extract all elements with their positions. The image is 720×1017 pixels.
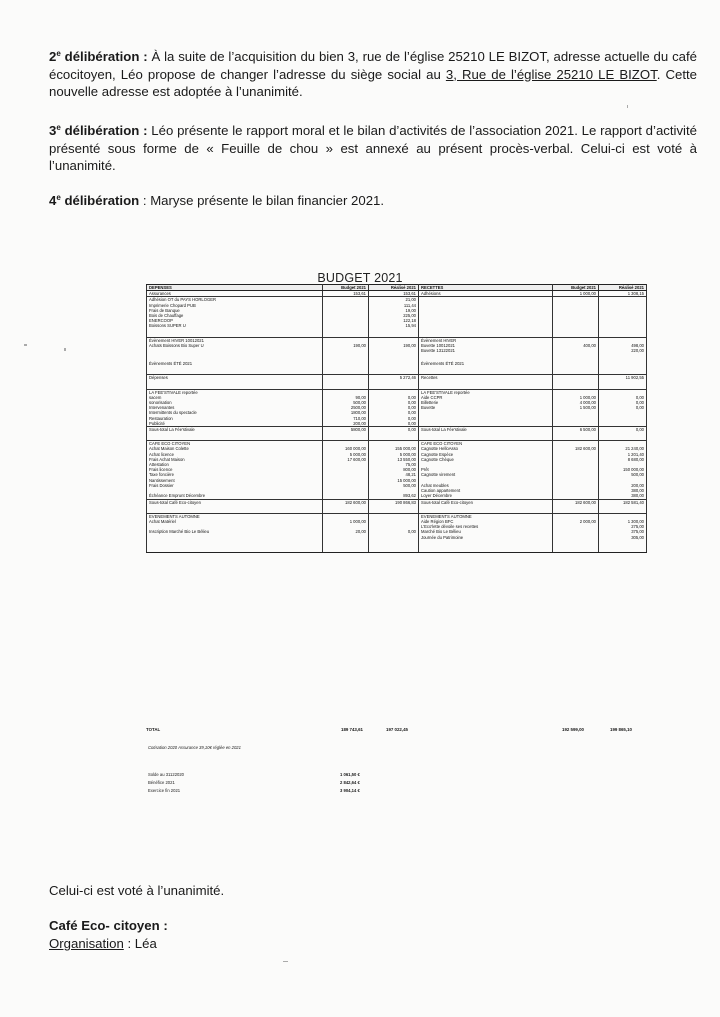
cell-dep-label (147, 366, 323, 375)
cell-dep-realise: 225,00 (369, 313, 419, 318)
cell-rec-budget: 400,00 (553, 343, 599, 348)
cell-rec-label: Sous-total Café Eco-citoyen (419, 499, 553, 505)
cell-rec-label: Loyer Décembre (419, 493, 553, 499)
cell-rec-realise: 0,00 (599, 395, 647, 400)
solde-value-1: 2 842,64 € (340, 780, 360, 785)
cell-dep-budget: 1800,00 (323, 410, 369, 415)
cell-rec-budget: 6 500,00 (553, 427, 599, 433)
cell-dep-budget (323, 432, 369, 441)
budget-title: BUDGET 2021 (317, 271, 403, 285)
cell-dep-label (147, 505, 323, 514)
cell-rec-label: Évènement HIVER (419, 337, 553, 343)
cell-rec-budget: 182 600,00 (553, 446, 599, 451)
cell-rec-label: Aide CCPR (419, 395, 553, 400)
cell-dep-label (147, 432, 323, 441)
budget-row (147, 366, 647, 375)
cell-rec-label: Cagnotte virement (419, 472, 553, 477)
deliberation-2: 2e délibération : À la suite de l’acquisition du bien 3, rue de l’église 25210 LE BIZOT, adresse actuelle du café écocitoyen, Léo propose de changer l’adresse du siège social au 3, Rue de l’église 25210 LE BIZOT. Cette nouvelle adresse est adoptée à l’unanimité. (49, 49, 697, 99)
cell-rec-label: Billetterie (419, 400, 553, 405)
cell-dep-label: EVENEMENTS AUTOMNE (147, 513, 323, 519)
cell-dep-label: Frais de Banque (147, 308, 323, 313)
cell-dep-realise: 500,00 (369, 483, 419, 488)
cell-dep-realise (369, 329, 419, 338)
cell-dep-label: Bois de Chauffage (147, 313, 323, 318)
cell-dep-label: Assurances (147, 291, 323, 297)
cell-dep-budget (323, 381, 369, 390)
cell-dep-budget: 190,00 (323, 343, 369, 348)
cell-dep-label: sonorisation (147, 400, 323, 405)
budget-row (147, 505, 647, 514)
cell-rec-realise: 380,00 (599, 488, 647, 493)
budget-row (147, 540, 647, 553)
cell-dep-label: Échéance Emprunt Décembre (147, 493, 323, 499)
cell-dep-realise: 153,61 (369, 291, 419, 297)
cell-rec-budget (553, 353, 599, 361)
cell-dep-label: Inscription Marché Bio Le Bélieu (147, 529, 323, 534)
cell-dep-label: Sous-total Café Eco-citoyen (147, 499, 323, 505)
total-rec-budget: 192 599,00 (562, 727, 584, 732)
cell-dep-realise (369, 381, 419, 390)
cafe-title (49, 917, 697, 935)
cell-dep-realise: 0,00 (369, 410, 419, 415)
cell-dep-label: Adhésion OT du PAYS HORLOGER (147, 297, 323, 303)
cell-rec-label: Marché Bio Le Bélieu (419, 529, 553, 534)
cell-rec-label: Aide Région BFC (419, 519, 553, 524)
cell-rec-budget (553, 432, 599, 441)
cell-dep-label: Achat licence (147, 452, 323, 457)
cell-rec-budget (553, 540, 599, 553)
cell-rec-label (419, 540, 553, 553)
cell-rec-label: Buvette 13122021 (419, 348, 553, 353)
cell-rec-realise: 375,00 (599, 529, 647, 534)
scan-speck (64, 348, 66, 351)
cell-rec-label: Évènements ÉTÉ 2021 (419, 361, 553, 366)
cell-dep-budget: 5800,00 (323, 427, 369, 433)
total-dep-realise: 197 022,45 (386, 727, 408, 732)
cell-dep-budget: 5 000,00 (323, 452, 369, 457)
solde-label-0: Solde au 31122020 (148, 772, 185, 777)
deliberation-2-title: 2e délibération : (49, 49, 148, 64)
cell-dep-label: Achats Boissons Bio Super U (147, 343, 323, 348)
cell-rec-realise: 500,00 (599, 472, 647, 477)
cell-dep-label: sacem (147, 395, 323, 400)
cell-rec-budget (553, 381, 599, 390)
cell-dep-realise: 893,62 (369, 493, 419, 499)
cell-rec-realise (599, 381, 647, 390)
cell-rec-label: Sous-total La Fée'stivale (419, 427, 553, 433)
cell-rec-budget: 2 000,00 (553, 519, 599, 524)
cell-rec-realise: 1 201,40 (599, 452, 647, 457)
cell-rec-label (419, 505, 553, 514)
header-dep-realise: Réalisé 2021 (369, 285, 419, 291)
cell-dep-label: Boissons SUPER U (147, 323, 323, 328)
cell-dep-realise: 155 000,00 (369, 446, 419, 451)
deliberation-4-title: 4e délibération (49, 193, 140, 208)
cell-rec-realise (599, 329, 647, 338)
cell-dep-label: Frais Achat Maison (147, 457, 323, 462)
cell-dep-label: LA FEE'STIVALE reportée (147, 389, 323, 395)
cell-rec-label: Achat meubles (419, 483, 553, 488)
cell-rec-realise: 11 902,55 (599, 375, 647, 381)
header-rec-budget: Budget 2021 (553, 285, 599, 291)
total-rec-realise: 199 865,10 (610, 727, 632, 732)
cell-dep-label: Frais licence (147, 467, 323, 472)
cell-dep-label: Restauration (147, 416, 323, 421)
organisation-line (49, 935, 697, 953)
cell-dep-realise: 5 272,46 (369, 375, 419, 381)
cell-dep-realise: 111,44 (369, 303, 419, 308)
cell-dep-realise (369, 540, 419, 553)
deliberation-3 (49, 122, 697, 175)
organisation-label: Organisation (49, 936, 124, 951)
cell-dep-label: Attestation (147, 462, 323, 467)
scan-speck (24, 344, 27, 346)
cell-dep-realise: 19,00 (369, 308, 419, 313)
cell-rec-realise: 1 308,15 (599, 291, 647, 297)
cell-rec-budget (553, 329, 599, 338)
cell-dep-label: Dépenses (147, 375, 323, 381)
cell-rec-realise: 380,00 (599, 493, 647, 499)
cell-rec-label: Adhésions (419, 291, 553, 297)
cell-rec-realise: 275,00 (599, 524, 647, 529)
cell-dep-realise (369, 353, 419, 361)
deliberation-4 (49, 192, 697, 210)
cell-dep-budget: 182 600,00 (323, 499, 369, 505)
cell-dep-realise: 13 550,00 (369, 457, 419, 462)
cell-rec-budget (553, 366, 599, 375)
cell-dep-label: Intervenantes (147, 405, 323, 410)
cell-dep-budget: 710,00 (323, 416, 369, 421)
budget-row (147, 329, 647, 338)
header-rec-realise: Réalisé 2021 (599, 285, 647, 291)
cell-rec-label: Buvette (419, 405, 553, 410)
cell-dep-realise: 5 000,00 (369, 452, 419, 457)
solde-value-2: 3 904,14 € (340, 788, 360, 793)
cell-rec-label: LA FEE'STIVALE reportée (419, 389, 553, 395)
solde-label-2: Exercice fin 2021 (148, 788, 181, 793)
budget-row (147, 353, 647, 361)
cell-dep-realise (369, 505, 419, 514)
cell-rec-label: Prêt (419, 467, 553, 472)
cell-rec-realise: 21 240,00 (599, 446, 647, 451)
cell-dep-budget: 200,00 (323, 421, 369, 427)
header-dep-budget: Budget 2021 (323, 285, 369, 291)
cell-rec-budget: 1 500,00 (553, 405, 599, 410)
cell-dep-realise: 0,00 (369, 395, 419, 400)
cell-dep-realise: 0,00 (369, 529, 419, 534)
cell-dep-budget (323, 540, 369, 553)
cell-dep-label: Achat Matériel (147, 519, 323, 524)
cell-rec-budget: 4 000,00 (553, 400, 599, 405)
cell-dep-label (147, 381, 323, 390)
deliberation-3-title: 3e délibération : (49, 123, 148, 138)
cell-rec-label: CAFE ECO CITOYEN (419, 441, 553, 447)
cell-rec-realise (599, 432, 647, 441)
cell-rec-label: Buvette 10012021 (419, 343, 553, 348)
header-depenses: DEPENSES (147, 285, 323, 291)
cell-rec-realise: 498,00 (599, 343, 647, 348)
budget-row (147, 432, 647, 441)
cell-dep-label: Intermittents du spectacle (147, 410, 323, 415)
cell-dep-realise: 0,00 (369, 416, 419, 421)
cell-dep-realise: 0,00 (369, 405, 419, 410)
cell-dep-label (147, 353, 323, 361)
cell-dep-budget: 1 000,00 (323, 519, 369, 524)
cell-dep-label: Publicité (147, 421, 323, 427)
cell-rec-label (419, 329, 553, 338)
total-label: TOTAL (146, 727, 161, 732)
cell-dep-budget: 90,00 (323, 395, 369, 400)
cell-dep-realise: 75,00 (369, 462, 419, 467)
cell-dep-realise: 0,00 (369, 421, 419, 427)
cell-dep-realise: 0,00 (369, 427, 419, 433)
cell-dep-budget (323, 353, 369, 361)
cell-rec-label (419, 432, 553, 441)
cell-rec-realise: 305,00 (599, 535, 647, 540)
total-dep-budget: 189 743,61 (341, 727, 363, 732)
cell-dep-budget: 20,00 (323, 529, 369, 534)
cell-rec-realise (599, 505, 647, 514)
cell-rec-realise (599, 540, 647, 553)
cell-rec-realise: 8 680,00 (599, 457, 647, 462)
cell-dep-budget: 500,00 (323, 400, 369, 405)
cell-rec-budget: 1 000,00 (553, 395, 599, 400)
deliberation-2-text: À la suite de l’acquisition du bien 3, rue de l’église 25210 LE BIZOT, adresse actuelle du café écocitoyen, Léo propose de changer l’adresse du siège social au (49, 49, 697, 82)
header-recettes: RECETTES (419, 285, 553, 291)
cell-dep-budget (323, 505, 369, 514)
cell-rec-label: Caution appartement (419, 488, 553, 493)
cell-rec-realise: 220,00 (599, 348, 647, 353)
scan-speck (283, 961, 288, 962)
cell-dep-label: Imprimerie Chopard PUB (147, 303, 323, 308)
cell-dep-budget: 17 600,00 (323, 457, 369, 462)
cell-dep-realise: 800,00 (369, 467, 419, 472)
cell-rec-label: Cagnotte Chèque (419, 457, 553, 462)
cell-dep-label: CAFE ECO CITOYEN (147, 441, 323, 447)
deliberation-4-text: : Maryse présente le bilan financier 2021. (139, 193, 385, 208)
cell-dep-realise: 15,94 (369, 323, 419, 328)
cell-rec-realise: 150 000,00 (599, 467, 647, 472)
assurance-note: Cotisation 2020 Assurance 39,10€ réglée en 2021 (148, 745, 241, 750)
cell-rec-realise: 1 300,00 (599, 519, 647, 524)
cell-dep-realise: 48,21 (369, 472, 419, 477)
cell-dep-label: Sous-total La Fée'stivale (147, 427, 323, 433)
cell-rec-realise: 0,00 (599, 427, 647, 433)
cell-dep-label: Nantissement (147, 478, 323, 483)
budget-row (147, 381, 647, 390)
cell-dep-realise: 190,00 (369, 343, 419, 348)
cell-dep-budget (323, 329, 369, 338)
cell-dep-budget (323, 366, 369, 375)
cell-rec-label (419, 366, 553, 375)
vote-line: Celui-ci est voté à l’unanimité. (49, 883, 225, 898)
cell-dep-realise: 15 000,00 (369, 478, 419, 483)
cell-dep-label (147, 329, 323, 338)
cell-dep-budget: 160 000,00 (323, 446, 369, 451)
cell-dep-label: ENERCOOP (147, 318, 323, 323)
cell-rec-label: L'Eco'lette dévoile ses recettes (419, 524, 553, 529)
cell-rec-realise: 0,00 (599, 400, 647, 405)
cell-rec-label (419, 353, 553, 361)
cell-rec-label: Recettes (419, 375, 553, 381)
cell-dep-label (147, 540, 323, 553)
cell-dep-label: Taxe foncière (147, 472, 323, 477)
cell-dep-realise (369, 432, 419, 441)
cell-dep-label: Frais Dossier (147, 483, 323, 488)
budget-table (146, 284, 647, 553)
cell-rec-realise (599, 353, 647, 361)
cell-dep-realise: 21,00 (369, 297, 419, 303)
cell-rec-realise (599, 366, 647, 375)
cell-dep-realise: 122,18 (369, 318, 419, 323)
cell-dep-budget: 2500,00 (323, 405, 369, 410)
cell-rec-label (419, 381, 553, 390)
siege-address: 3, Rue de l’église 25210 LE BIZOT (445, 66, 657, 82)
cafe-title-text: Café Eco- citoyen : (49, 918, 168, 933)
cell-rec-budget: 1 000,00 (553, 291, 599, 297)
cell-rec-budget: 182 600,00 (553, 499, 599, 505)
cell-dep-label: Achat Maison Colette (147, 446, 323, 451)
cell-dep-realise (369, 366, 419, 375)
organisation-value: : Léa (123, 936, 157, 951)
cell-rec-label: EVENEMENTS AUTOMNE (419, 513, 553, 519)
solde-label-1: Bénéfice 2021 (148, 780, 175, 785)
scan-speck (627, 105, 628, 108)
cell-dep-realise: 0,00 (369, 400, 419, 405)
cell-rec-realise: 0,00 (599, 405, 647, 410)
cell-dep-realise: 190 866,83 (369, 499, 419, 505)
cell-rec-label: Cagnotte Espèce (419, 452, 553, 457)
deliberation-3-text: Léo présente le rapport moral et le bilan d’activités de l’association 2021. Le rapport d’activité présenté sous forme de « Feuille de chou » est annexé au présent procès-verbal. Celui-ci est voté à l’unanimité. (49, 123, 697, 173)
cell-rec-realise: 182 581,40 (599, 499, 647, 505)
cell-rec-label: Journée du Patrimoine (419, 535, 553, 540)
cell-dep-label: Évènements ÉTÉ 2021 (147, 361, 323, 366)
solde-value-0: 1 061,50 € (340, 772, 360, 777)
cell-rec-realise: 200,00 (599, 483, 647, 488)
cell-dep-budget: 153,61 (323, 291, 369, 297)
cell-dep-label: Évènement HIVER 10012021 (147, 337, 323, 343)
cell-rec-label: Cagnotte HelloAsso (419, 446, 553, 451)
cell-rec-budget (553, 505, 599, 514)
